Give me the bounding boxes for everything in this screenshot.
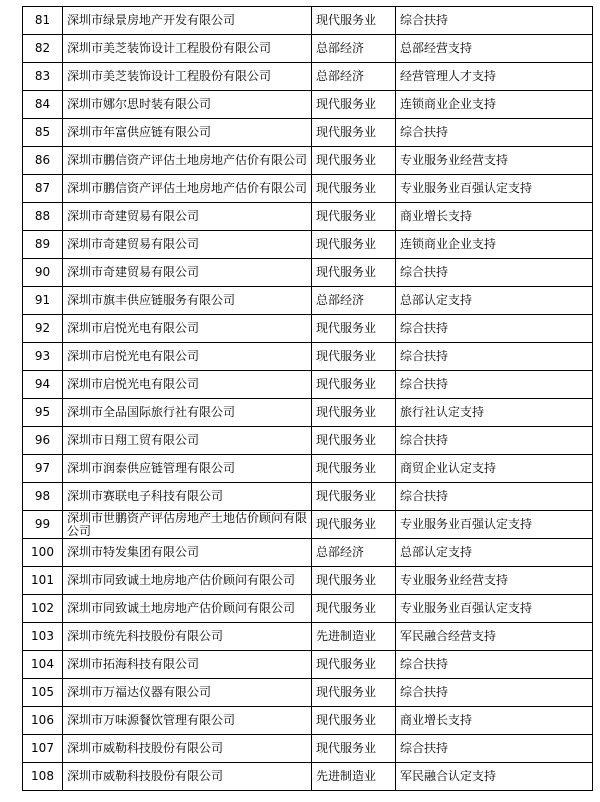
support-type-cell: 总部经营支持 [396,35,593,63]
support-type-cell: 综合扶持 [396,371,593,399]
support-type-cell: 综合扶持 [396,427,593,455]
sector-cell: 先进制造业 [312,623,396,651]
sector-cell: 现代服务业 [312,399,396,427]
support-type-cell: 综合扶持 [396,119,593,147]
company-name-cell: 深圳市赛联电子科技有限公司 [63,483,312,511]
row-number-cell: 95 [23,399,63,427]
sector-cell: 现代服务业 [312,203,396,231]
row-number-cell: 101 [23,567,63,595]
support-type-cell: 综合扶持 [396,7,593,35]
company-name-cell: 深圳市美芝装饰设计工程股份有限公司 [63,35,312,63]
table-row [23,315,593,343]
support-type-cell: 专业服务业经营支持 [396,567,593,595]
sector-cell: 现代服务业 [312,371,396,399]
row-number-cell: 93 [23,343,63,371]
table-row [23,455,593,483]
table-row [23,35,593,63]
sector-cell: 现代服务业 [312,511,396,539]
sector-cell: 现代服务业 [312,91,396,119]
row-number-cell: 94 [23,371,63,399]
table-row [23,259,593,287]
table-row [23,427,593,455]
support-type-cell: 专业服务业百强认定支持 [396,511,593,539]
company-name-cell: 深圳市同致诚土地房地产估价顾问有限公司 [63,567,312,595]
row-number-cell: 102 [23,595,63,623]
company-name-cell: 深圳市启悦光电有限公司 [63,315,312,343]
sector-cell: 现代服务业 [312,455,396,483]
row-number-cell: 82 [23,35,63,63]
table-row [23,119,593,147]
support-type-cell: 商业增长支持 [396,203,593,231]
company-name-cell: 深圳市特发集团有限公司 [63,539,312,567]
company-name-cell: 深圳市世鹏资产评估房地产土地估价顾问有限公司 [63,511,312,539]
support-type-cell: 军民融合认定支持 [396,763,593,791]
company-name-cell: 深圳市美芝装饰设计工程股份有限公司 [63,63,312,91]
company-name-cell: 深圳市奇建贸易有限公司 [63,231,312,259]
sector-cell: 先进制造业 [312,763,396,791]
row-number-cell: 104 [23,651,63,679]
row-number-cell: 103 [23,623,63,651]
row-number-cell: 81 [23,7,63,35]
table-row [23,399,593,427]
company-name-cell: 深圳市同致诚土地房地产估价顾问有限公司 [63,595,312,623]
company-name-cell: 深圳市奇建贸易有限公司 [63,203,312,231]
sector-cell: 总部经济 [312,287,396,315]
support-type-cell: 军民融合经营支持 [396,623,593,651]
table-row [23,763,593,791]
row-number-cell: 86 [23,147,63,175]
row-number-cell: 88 [23,203,63,231]
sector-cell: 现代服务业 [312,119,396,147]
row-number-cell: 108 [23,763,63,791]
company-name-cell: 深圳市旗丰供应链服务有限公司 [63,287,312,315]
row-number-cell: 84 [23,91,63,119]
row-number-cell: 85 [23,119,63,147]
sector-cell: 现代服务业 [312,707,396,735]
support-type-cell: 专业服务业经营支持 [396,147,593,175]
table-row [23,679,593,707]
sector-cell: 总部经济 [312,63,396,91]
support-type-cell: 专业服务业百强认定支持 [396,595,593,623]
support-type-cell: 总部认定支持 [396,539,593,567]
row-number-cell: 105 [23,679,63,707]
company-name-cell: 深圳市万味源餐饮管理有限公司 [63,707,312,735]
row-number-cell: 97 [23,455,63,483]
table-row [23,651,593,679]
company-name-cell: 深圳市润泰供应链管理有限公司 [63,455,312,483]
table-row [23,623,593,651]
row-number-cell: 106 [23,707,63,735]
row-number-cell: 98 [23,483,63,511]
company-name-cell: 深圳市威勒科技股份有限公司 [63,763,312,791]
table-row [23,63,593,91]
sector-cell: 现代服务业 [312,175,396,203]
row-number-cell: 90 [23,259,63,287]
row-number-cell: 87 [23,175,63,203]
row-number-cell: 91 [23,287,63,315]
sector-cell: 现代服务业 [312,427,396,455]
support-type-cell: 商业增长支持 [396,707,593,735]
support-type-cell: 综合扶持 [396,735,593,763]
row-number-cell: 83 [23,63,63,91]
company-name-cell: 深圳市年富供应链有限公司 [63,119,312,147]
sector-cell: 现代服务业 [312,483,396,511]
support-type-cell: 连锁商业企业支持 [396,91,593,119]
support-type-cell: 连锁商业企业支持 [396,231,593,259]
table-row [23,203,593,231]
table-row [23,707,593,735]
company-name-cell: 深圳市绿景房地产开发有限公司 [63,7,312,35]
company-name-cell: 深圳市日翔工贸有限公司 [63,427,312,455]
table-row [23,231,593,259]
sector-cell: 现代服务业 [312,595,396,623]
sector-cell: 现代服务业 [312,651,396,679]
row-number-cell: 89 [23,231,63,259]
support-type-cell: 综合扶持 [396,483,593,511]
row-number-cell: 96 [23,427,63,455]
table-row [23,7,593,35]
subsidy-table [22,6,593,791]
company-name-cell: 深圳市拓海科技有限公司 [63,651,312,679]
sector-cell: 总部经济 [312,35,396,63]
table-row [23,735,593,763]
table-row [23,343,593,371]
support-type-cell: 经营管理人才支持 [396,63,593,91]
sector-cell: 现代服务业 [312,735,396,763]
company-name-cell: 深圳市鹏信资产评估土地房地产估价有限公司 [63,175,312,203]
sector-cell: 现代服务业 [312,315,396,343]
company-name-cell: 深圳市威勒科技股份有限公司 [63,735,312,763]
table-row [23,567,593,595]
company-name-cell: 深圳市启悦光电有限公司 [63,343,312,371]
support-type-cell: 综合扶持 [396,679,593,707]
table-row [23,483,593,511]
table-row [23,539,593,567]
table-row [23,147,593,175]
sector-cell: 总部经济 [312,539,396,567]
company-name-cell: 深圳市全品国际旅行社有限公司 [63,399,312,427]
sector-cell: 现代服务业 [312,259,396,287]
row-number-cell: 107 [23,735,63,763]
row-number-cell: 100 [23,539,63,567]
table-row [23,91,593,119]
support-type-cell: 旅行社认定支持 [396,399,593,427]
support-type-cell: 综合扶持 [396,259,593,287]
sector-cell: 现代服务业 [312,567,396,595]
table-body [23,7,593,791]
table-row [23,371,593,399]
company-name-cell: 深圳市奇建贸易有限公司 [63,259,312,287]
support-type-cell: 专业服务业百强认定支持 [396,175,593,203]
company-name-cell: 深圳市鹏信资产评估土地房地产估价有限公司 [63,147,312,175]
company-name-cell: 深圳市万福达仪器有限公司 [63,679,312,707]
company-name-cell: 深圳市启悦光电有限公司 [63,371,312,399]
support-type-cell: 总部认定支持 [396,287,593,315]
table-row [23,175,593,203]
sector-cell: 现代服务业 [312,343,396,371]
support-type-cell: 综合扶持 [396,315,593,343]
row-number-cell: 92 [23,315,63,343]
table-row [23,287,593,315]
support-type-cell: 综合扶持 [396,651,593,679]
sector-cell: 现代服务业 [312,231,396,259]
sector-cell: 现代服务业 [312,147,396,175]
company-name-cell: 深圳市娜尔思时装有限公司 [63,91,312,119]
sector-cell: 现代服务业 [312,7,396,35]
support-type-cell: 商贸企业认定支持 [396,455,593,483]
table-row [23,595,593,623]
sector-cell: 现代服务业 [312,679,396,707]
company-name-cell: 深圳市统先科技股份有限公司 [63,623,312,651]
table-row [23,511,593,539]
support-type-cell: 综合扶持 [396,343,593,371]
row-number-cell: 99 [23,511,63,539]
